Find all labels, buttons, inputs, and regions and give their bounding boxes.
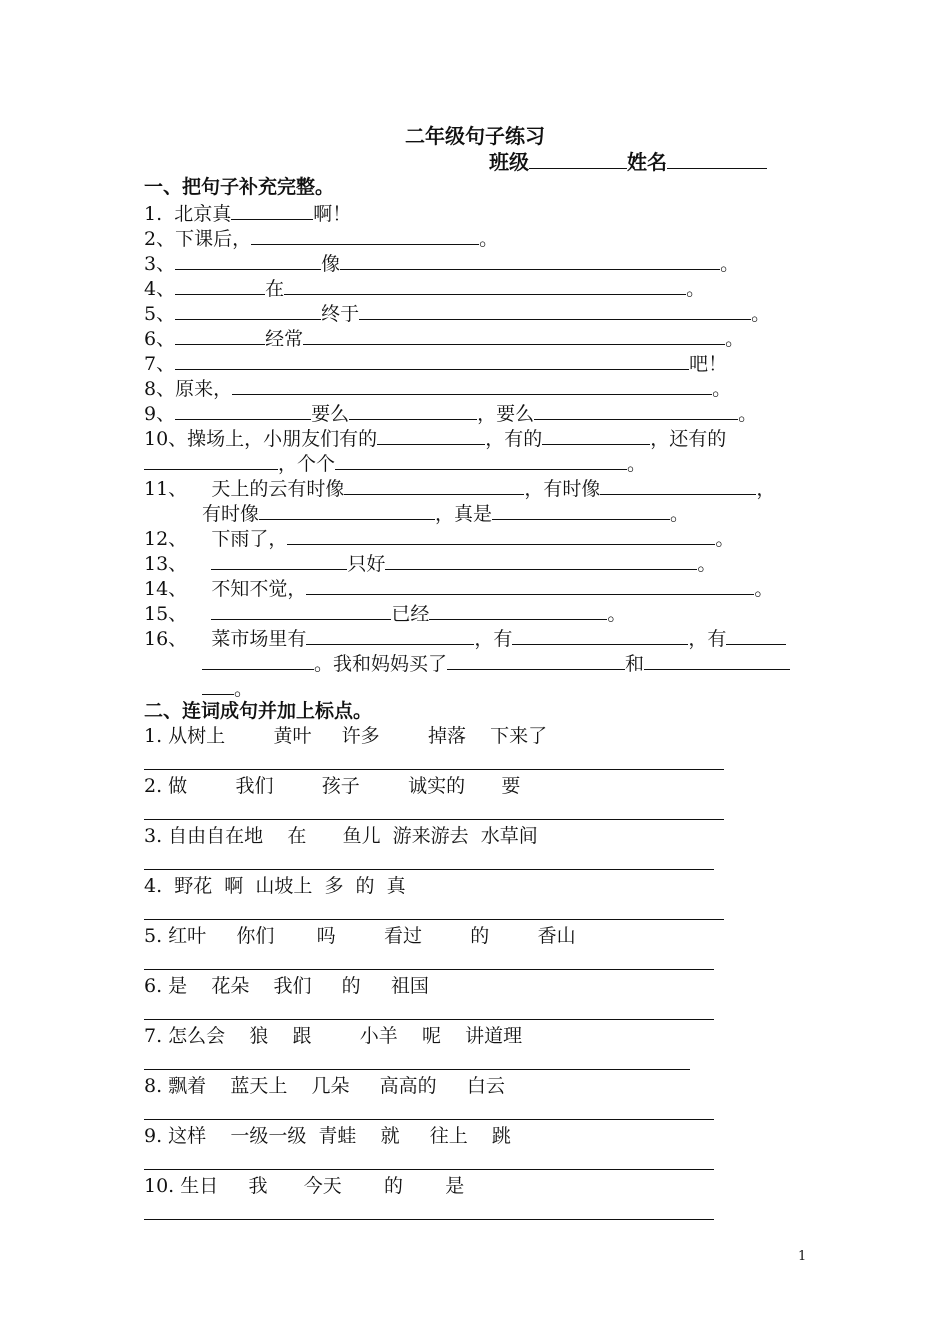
sentence-text: 。 bbox=[479, 228, 499, 250]
answer-line[interactable] bbox=[144, 1119, 714, 1120]
answer-line[interactable] bbox=[144, 1169, 714, 1170]
sentence-text: 和 bbox=[625, 653, 645, 675]
answer-blank[interactable] bbox=[492, 500, 670, 520]
sentence-text: 。 bbox=[697, 553, 717, 575]
answer-blank[interactable] bbox=[349, 400, 477, 420]
word-list-item: 5. 红叶 你们 吗 看过 的 香山 bbox=[144, 925, 576, 947]
answer-blank[interactable] bbox=[211, 550, 347, 570]
answer-line[interactable] bbox=[144, 969, 714, 970]
sentence-row bbox=[144, 525, 734, 551]
sentence-row bbox=[202, 675, 253, 701]
answer-line[interactable] bbox=[144, 769, 724, 770]
sentence-row bbox=[202, 500, 689, 526]
sentence-row bbox=[144, 275, 705, 301]
sentence-text: ，有 bbox=[688, 628, 727, 650]
sentence-text: 吧！ bbox=[689, 353, 728, 375]
sentence-text: 有时像 bbox=[202, 503, 260, 525]
sentence-row bbox=[202, 650, 790, 676]
sentence-text: 。 bbox=[712, 378, 732, 400]
sentence-row bbox=[144, 450, 646, 476]
sentence-text: 7、 bbox=[144, 353, 176, 375]
answer-blank[interactable] bbox=[175, 300, 321, 320]
sentence-text: 啊！ bbox=[313, 203, 352, 225]
sentence-text: 3、 bbox=[144, 253, 176, 275]
answer-blank[interactable] bbox=[385, 550, 697, 570]
sentence-row bbox=[144, 575, 773, 601]
sentence-row bbox=[144, 200, 351, 226]
answer-line[interactable] bbox=[144, 919, 724, 920]
class-label: 班级 bbox=[489, 150, 529, 174]
sentence-text: 。 bbox=[720, 253, 740, 275]
answer-blank[interactable] bbox=[287, 525, 715, 545]
answer-blank[interactable] bbox=[175, 350, 689, 370]
answer-blank[interactable] bbox=[377, 425, 485, 445]
answer-blank[interactable] bbox=[359, 300, 751, 320]
sentence-text: 15、 bbox=[144, 603, 212, 625]
answer-blank[interactable] bbox=[429, 600, 607, 620]
sentence-row bbox=[144, 425, 726, 451]
answer-line[interactable] bbox=[144, 1019, 714, 1020]
sentence-row bbox=[144, 250, 739, 276]
answer-blank[interactable] bbox=[202, 650, 314, 670]
name-label: 姓名 bbox=[627, 150, 667, 174]
sentence-text: 9、 bbox=[144, 403, 176, 425]
sentence-text: 12、 下雨了， bbox=[144, 528, 288, 550]
word-list-item: 8. 飘着 蓝天上 几朵 高高的 白云 bbox=[144, 1075, 505, 1097]
answer-blank[interactable] bbox=[144, 450, 278, 470]
answer-blank[interactable] bbox=[447, 650, 625, 670]
sentence-text: 6、 bbox=[144, 328, 176, 350]
answer-line[interactable] bbox=[144, 1219, 714, 1220]
sentence-text: 2、下课后， bbox=[144, 228, 252, 250]
answer-blank[interactable] bbox=[211, 600, 391, 620]
word-list-item: 6. 是 花朵 我们 的 祖国 bbox=[144, 975, 429, 997]
section2-heading: 二、连词成句并加上标点。 bbox=[144, 700, 373, 722]
sentence-text: 。 bbox=[751, 303, 771, 325]
word-list-item: 4. 野花 啊 山坡上 多 的 真 bbox=[144, 875, 406, 897]
sentence-text: 11、 天上的云有时像 bbox=[144, 478, 345, 500]
sentence-row bbox=[144, 600, 626, 626]
answer-blank[interactable] bbox=[340, 250, 720, 270]
word-list-item: 1. 从树上 黄叶 许多 掉落 下来了 bbox=[144, 725, 548, 747]
class-blank[interactable] bbox=[529, 149, 627, 169]
sentence-row bbox=[144, 400, 757, 426]
sentence-text: 。 bbox=[607, 603, 627, 625]
sentence-text: ，还有的 bbox=[650, 428, 727, 450]
sentence-text: 4、 bbox=[144, 278, 176, 300]
answer-blank[interactable] bbox=[284, 275, 686, 295]
name-blank[interactable] bbox=[667, 149, 767, 169]
sentence-row bbox=[144, 375, 731, 401]
sentence-text: 已经 bbox=[391, 603, 430, 625]
answer-blank[interactable] bbox=[534, 400, 738, 420]
sentence-text: 像 bbox=[321, 253, 341, 275]
sentence-text: 。 bbox=[754, 578, 774, 600]
word-list-item: 9. 这样 一级一级 青蛙 就 往上 跳 bbox=[144, 1125, 511, 1147]
answer-line[interactable] bbox=[144, 819, 724, 820]
sentence-text: 。 bbox=[234, 678, 254, 700]
sentence-text: 经常 bbox=[265, 328, 304, 350]
answer-blank[interactable] bbox=[175, 325, 265, 345]
answer-blank[interactable] bbox=[726, 625, 786, 645]
section1-heading: 一、把句子补充完整。 bbox=[144, 176, 335, 198]
sentence-text: 。我和妈妈买了 bbox=[314, 653, 448, 675]
answer-blank[interactable] bbox=[175, 400, 311, 420]
sentence-text: 。 bbox=[725, 328, 745, 350]
sentence-text: 。 bbox=[715, 528, 735, 550]
sentence-text: ，要么 bbox=[477, 403, 535, 425]
word-list-item: 3. 自由自在地 在 鱼儿 游来游去 水草间 bbox=[144, 825, 538, 847]
sentence-row bbox=[144, 625, 786, 651]
answer-blank[interactable] bbox=[344, 475, 524, 495]
sentence-text: 8、原来， bbox=[144, 378, 233, 400]
sentence-text: 14、 不知不觉， bbox=[144, 578, 307, 600]
answer-blank[interactable] bbox=[600, 475, 756, 495]
sentence-text: 在 bbox=[265, 278, 285, 300]
sentence-row bbox=[144, 475, 775, 501]
sentence-text: 1. 北京真 bbox=[144, 203, 232, 225]
answer-line[interactable] bbox=[144, 1069, 690, 1070]
sentence-text: ，个个 bbox=[278, 453, 336, 475]
sentence-text: ，真是 bbox=[435, 503, 493, 525]
sentence-row bbox=[144, 350, 727, 376]
answer-blank[interactable] bbox=[251, 225, 479, 245]
answer-blank[interactable] bbox=[542, 425, 650, 445]
sentence-text: 13、 bbox=[144, 553, 212, 575]
sentence-row bbox=[144, 550, 716, 576]
sentence-row bbox=[144, 300, 770, 326]
sentence-text: ，有的 bbox=[485, 428, 543, 450]
page-title: 二年级句子练习 bbox=[405, 124, 545, 148]
sentence-text: ，有 bbox=[474, 628, 513, 650]
sentence-text: 10、操场上，小朋友们有的 bbox=[144, 428, 378, 450]
sentence-row bbox=[144, 325, 744, 351]
answer-blank[interactable] bbox=[306, 575, 754, 595]
answer-blank[interactable] bbox=[259, 500, 435, 520]
answer-blank[interactable] bbox=[306, 625, 474, 645]
sentence-text: 要么 bbox=[311, 403, 350, 425]
answer-line[interactable] bbox=[144, 869, 714, 870]
answer-blank[interactable] bbox=[202, 675, 234, 695]
class-name-line bbox=[489, 149, 767, 175]
word-list-item: 7. 怎么会 狼 跟 小羊 呢 讲道理 bbox=[144, 1025, 523, 1047]
answer-blank[interactable] bbox=[644, 650, 790, 670]
sentence-text: ，有时像 bbox=[524, 478, 601, 500]
sentence-text: 。 bbox=[627, 453, 647, 475]
sentence-text: 。 bbox=[738, 403, 758, 425]
sentence-text: 16、 菜市场里有 bbox=[144, 628, 307, 650]
answer-blank[interactable] bbox=[231, 200, 313, 220]
answer-blank[interactable] bbox=[232, 375, 712, 395]
sentence-text: 。 bbox=[670, 503, 690, 525]
answer-blank[interactable] bbox=[175, 250, 321, 270]
sentence-text: 终于 bbox=[321, 303, 360, 325]
page-number: 1 bbox=[798, 1249, 807, 1264]
sentence-row bbox=[144, 225, 498, 251]
answer-blank[interactable] bbox=[175, 275, 265, 295]
answer-blank[interactable] bbox=[335, 450, 627, 470]
word-list-item: 2. 做 我们 孩子 诚实的 要 bbox=[144, 775, 521, 797]
sentence-text: 5、 bbox=[144, 303, 176, 325]
sentence-text: 只好 bbox=[347, 553, 386, 575]
word-list-item: 10. 生日 我 今天 的 是 bbox=[144, 1175, 465, 1197]
sentence-text: 。 bbox=[686, 278, 706, 300]
answer-blank[interactable] bbox=[303, 325, 725, 345]
sentence-text: ， bbox=[756, 478, 776, 500]
answer-blank[interactable] bbox=[512, 625, 688, 645]
